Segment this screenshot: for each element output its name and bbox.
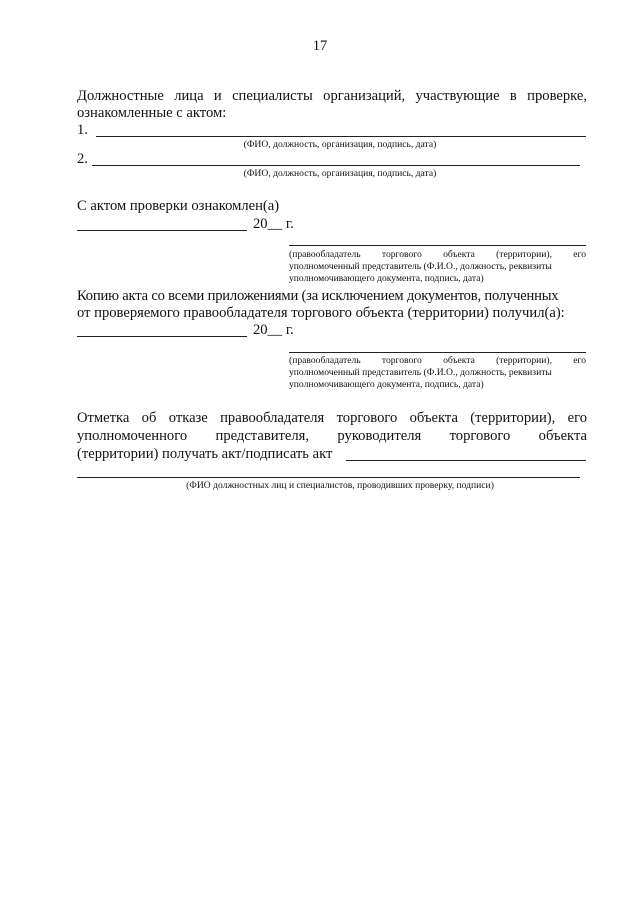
participant-1-caption: (ФИО, должность, организация, подпись, дата) [243, 139, 437, 150]
refusal-line2: уполномоченного представителя, руководителя торгового объекта [77, 428, 587, 444]
acquainted-representative-line [289, 245, 586, 246]
copy-received-representative-line [289, 352, 586, 353]
participant-2-signature-line [92, 165, 580, 166]
participants-heading-line1: Должностные лица и специалисты организаций, участвующие в проверке, [77, 88, 587, 104]
copy-received-line2: от проверяемого правообладателя торгового объекта (территории) получил(а): [77, 305, 565, 321]
acquainted-caption-line2: уполномоченный представитель (Ф.И.О., должность, реквизиты [289, 261, 552, 272]
acquainted-caption-line1: (правообладатель торгового объекта (территории), его [289, 249, 586, 260]
copy-received-date-line [77, 336, 247, 337]
copy-received-caption-line2: уполномоченный представитель (Ф.И.О., должность, реквизиты [289, 367, 552, 378]
acquainted-date-line [77, 230, 247, 231]
copy-received-caption-line3: уполномочивающего документа, подпись, дата) [289, 379, 484, 390]
copy-received-year: 20__ г. [253, 322, 294, 338]
refusal-mark-line [346, 460, 586, 461]
acquainted-year: 20__ г. [253, 216, 294, 232]
participant-2-caption: (ФИО, должность, организация, подпись, дата) [243, 168, 437, 179]
refusal-caption: (ФИО должностных лиц и специалистов, проводивших проверку, подписи) [186, 480, 494, 491]
refusal-line3: (территории) получать акт/подписать акт [77, 446, 333, 462]
copy-received-caption-line1: (правообладатель торгового объекта (территории), его [289, 355, 586, 366]
participant-2-number: 2. [77, 151, 88, 167]
participant-1-number: 1. [77, 122, 88, 138]
acquainted-caption-line3: уполномочивающего документа, подпись, дата) [289, 273, 484, 284]
acquainted-heading: С актом проверки ознакомлен(а) [77, 198, 280, 214]
copy-received-line1: Копию акта со всеми приложениями (за исключением документов, полученных [77, 288, 559, 304]
page-number: 17 [312, 38, 328, 54]
participants-heading-line2: ознакомленные с актом: [77, 105, 227, 121]
refusal-inspectors-line [77, 477, 580, 478]
participant-1-signature-line [96, 136, 586, 137]
refusal-line1: Отметка об отказе правообладателя торгового объекта (территории), его [77, 410, 587, 426]
